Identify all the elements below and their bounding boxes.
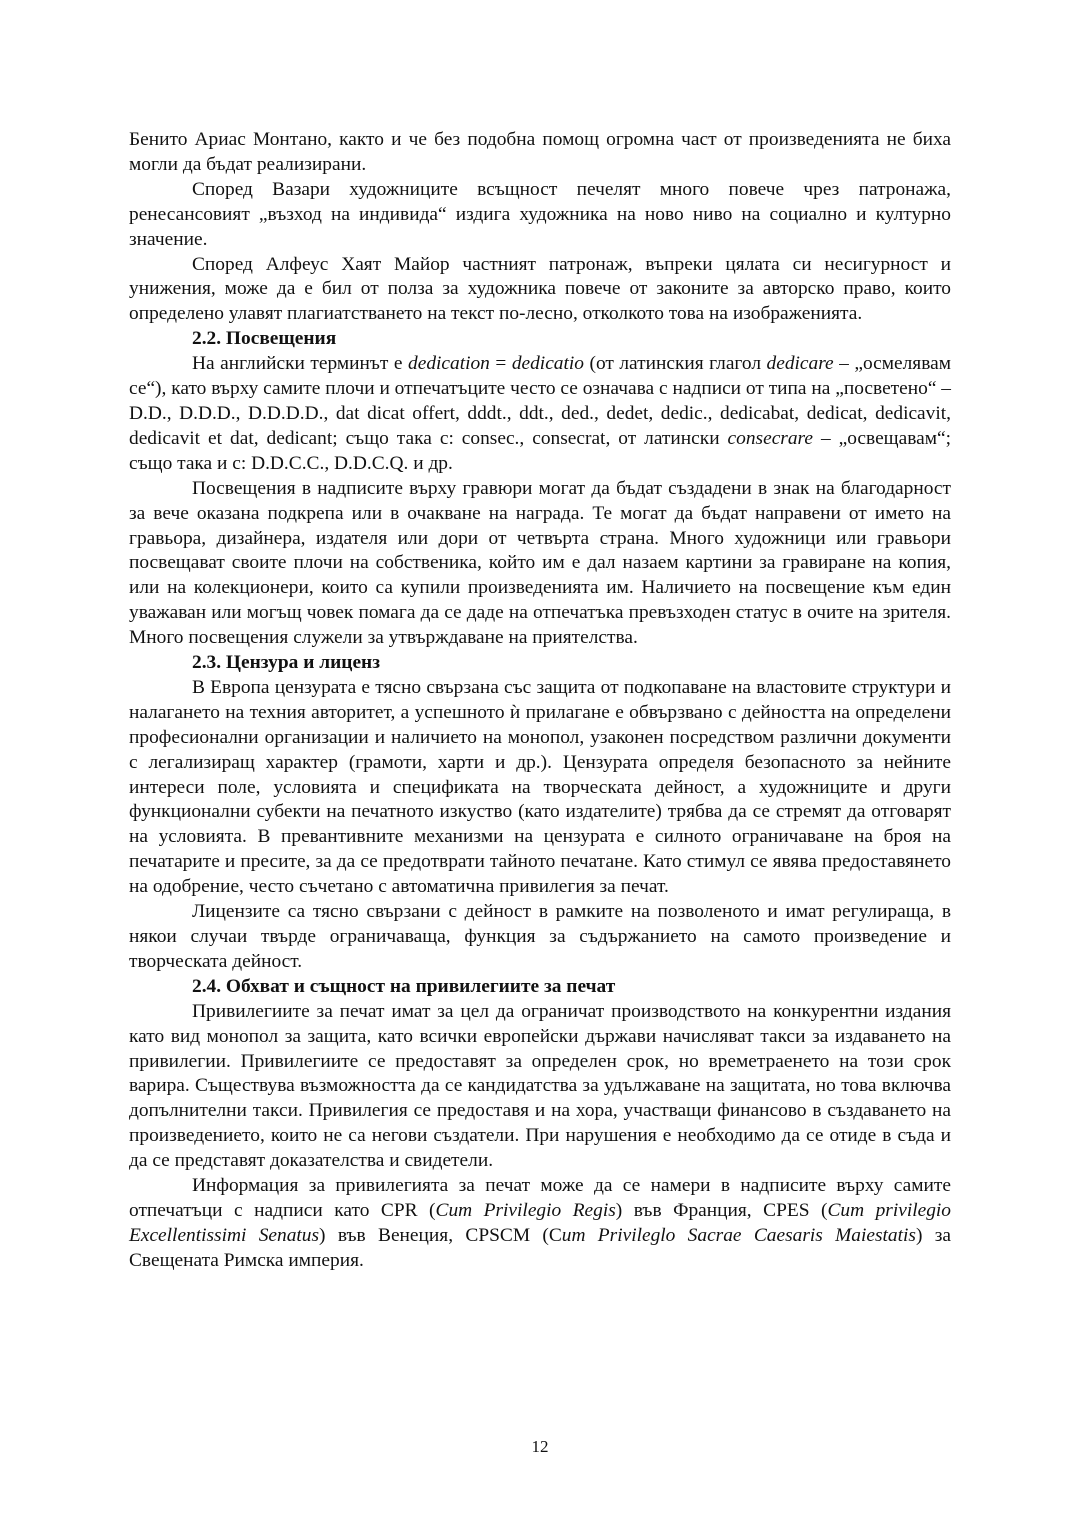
italic-term: consecrare bbox=[727, 427, 813, 449]
italic-term: dedicare bbox=[766, 353, 834, 375]
paragraph: В Европа цензурата е тясно свързана със защита от подкопаване на властовите структури и налагането на техния авторитет, а успешното ѝ прилагане е обвързвано с дейността на определени професионални организации и наличието на монопол, узаконен посредством различни документи с легализиращ характер (грамоти, харти и др.). Цензурата определя безопасното за нейните интереси поле, условията и спецификата на творческата дейност, а художниците и други функционални субекти на печатното изкуство (като издателите) трябва да се стремят да отговарят на условията. В превантивните механизми на цензурата е силното ограничаване на броя на печатарите и пресите, за да се предотврати тайното печатане. Като стимул се явява предоставянето на одобрение, често съчетано с автоматична привилегия за печат. bbox=[129, 676, 951, 898]
paragraph bbox=[129, 352, 951, 477]
text-run: ) за Свещената Римска империя. bbox=[129, 1224, 951, 1271]
paragraph: Привилегиите за печат имат за цел да ограничат производството на конкурентни издания като вид монопол за защита, като всички европейски държави начисляват такси за издаването на привилегии. Привилегиите се предоставят за определен срок, но времетраенето на този срок варира. Съществува възможността да се кандидатства за удължаване на защитата, но това включва допълнителни такси. Привилегия се предоставя и на хора, участващи финансово в създаването на произведението, които не са негови създатели. При нарушения е необходимо да се отиде в съда и да се представят доказателства и свидетели. bbox=[129, 1000, 951, 1172]
paragraph bbox=[129, 1174, 951, 1274]
italic-term: dedicatio bbox=[511, 353, 584, 375]
paragraph: Лицензите са тясно свързани с дейност в рамките на позволеното и имат регулираща, в някои случаи твърде ограничаваща, функция за съдържанието на самото произведение и творческата дейност. bbox=[129, 901, 951, 972]
italic-term: Cum privilegio Excellentissimi Senatus bbox=[129, 1199, 952, 1246]
page-content bbox=[129, 128, 951, 1274]
page-number: 12 bbox=[531, 1437, 549, 1456]
paragraph: Според Алфеус Хаят Майор частният патронаж, въпреки цялата си несигурност и унижения, може да е бил от полза за художника повече от законите за авторско право, които определено улавят плагиатстването на текст по-лесно, отколкото това на изображенията. bbox=[129, 253, 951, 325]
italic-term: dedication bbox=[408, 353, 490, 375]
section-heading: 2.4. Обхват и същност на привилегиите за печат bbox=[192, 975, 616, 997]
text-run: = bbox=[489, 353, 512, 375]
text-run: ) във Венеция, CPSCM (C bbox=[319, 1224, 562, 1246]
text-run: (от латинския глагол bbox=[583, 353, 767, 375]
text-run: ) във Франция, CPES ( bbox=[615, 1199, 828, 1221]
text-run: – „осмелявам се“), като върху самите плочи и отпечатъците често се означава с надписи от типа на „посветено“ – D.D., D.D.D., D.D.D.D., dat dicat offert, dddt., ddt., ded., dedet, dedic., dedicabat, dedicat, dedicavit, dedicavit et dat, dedicant; също така с: consec., consecrat, от латински bbox=[129, 353, 951, 449]
paragraph: Бенито Ариас Монтано, както и че без подобна помощ огромна част от произведенията не биха могли да бъдат реализирани. bbox=[129, 129, 951, 175]
paragraph: Посвещения в надписите върху гравюри могат да бъдат създадени в знак на благодарност за вече оказана подкрепа или в очакване на награда. Те могат да бъдат направени от името на гравьора, дизайнера, издателя или дори от четвърта страна. Много художници или гравьори посвещават своите плочи на собственика, който им е дал назаем картини за гравиране на копия, или на колекционери, които са купили произведенията им. Наличието на посвещение към един уважаван или могъщ човек помага да се даде на отпечатъка превъзходен статус в очите на зрителя. Много посвещения служели за утвърждаване на приятелства. bbox=[129, 477, 951, 649]
section-heading: 2.3. Цензура и лиценз bbox=[192, 652, 381, 674]
italic-term: um Privileglo Sacrae Caesaris Maiestatis bbox=[561, 1224, 916, 1246]
text-run: – „освещавам“; също така и с: D.D.C.C., D.D.C.Q. и др. bbox=[129, 427, 951, 474]
text-run: Информация за привилегията за печат може да се намери в надписите върху самите отпечатъци с надписи като CPR ( bbox=[129, 1175, 951, 1221]
section-heading: 2.2. Посвещения bbox=[192, 328, 337, 350]
paragraph: Според Вазари художниците всъщност печелят много повече чрез патронажа, ренесансовият „възход на индивида“ издига художника на ново ниво на социално и културно значение. bbox=[129, 178, 951, 250]
text-run: На английски терминът е bbox=[192, 353, 409, 375]
italic-term: Cum Privilegio Regis bbox=[435, 1199, 616, 1221]
